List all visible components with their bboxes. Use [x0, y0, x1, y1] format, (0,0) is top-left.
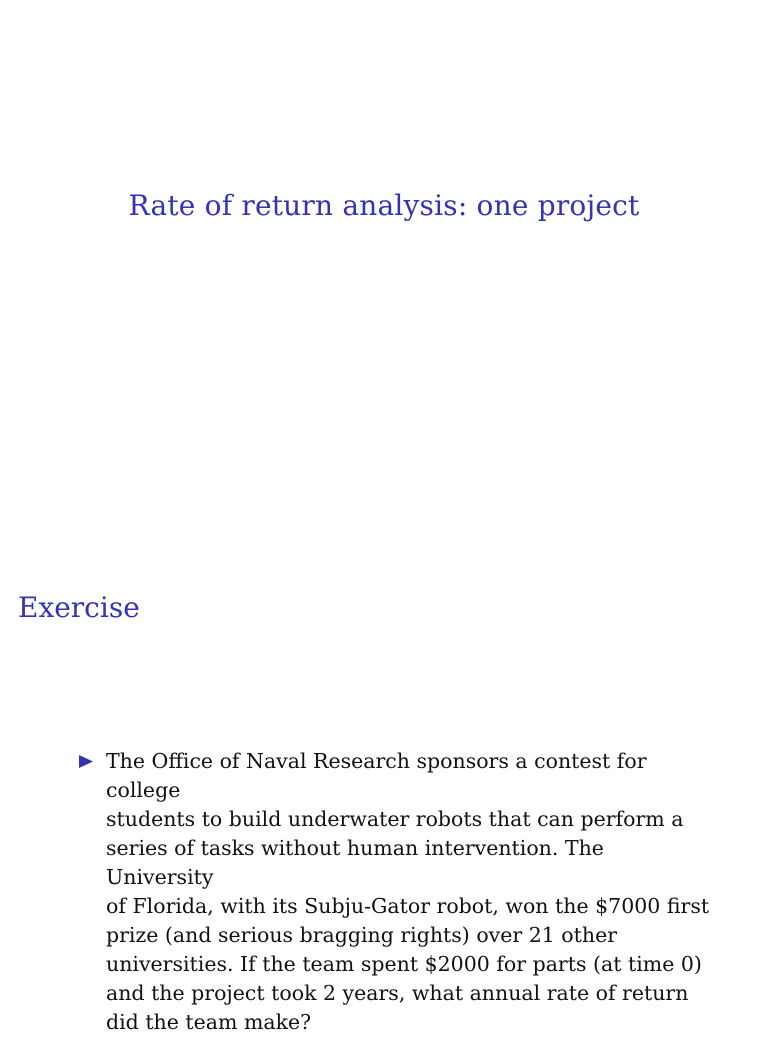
bullet-list [76, 747, 716, 1037]
slide-title: Rate of return analysis: one project [128, 189, 640, 222]
triangle-bullet-icon [76, 747, 106, 776]
section-heading: Exercise [18, 591, 140, 624]
list-item [76, 747, 716, 1037]
bullet-text: The Office of Naval Research sponsors a contest for college students to build underwater robots that can perform a series of tasks without human intervention. The University of Florida, with its Subju-Gator robot, won the $7000 first prize (and serious bragging rights) over 21 other universities. If the team spent $2000 for parts (at time 0) and the project took 2 years, what annual rate of return did the team make? [106, 749, 710, 1034]
